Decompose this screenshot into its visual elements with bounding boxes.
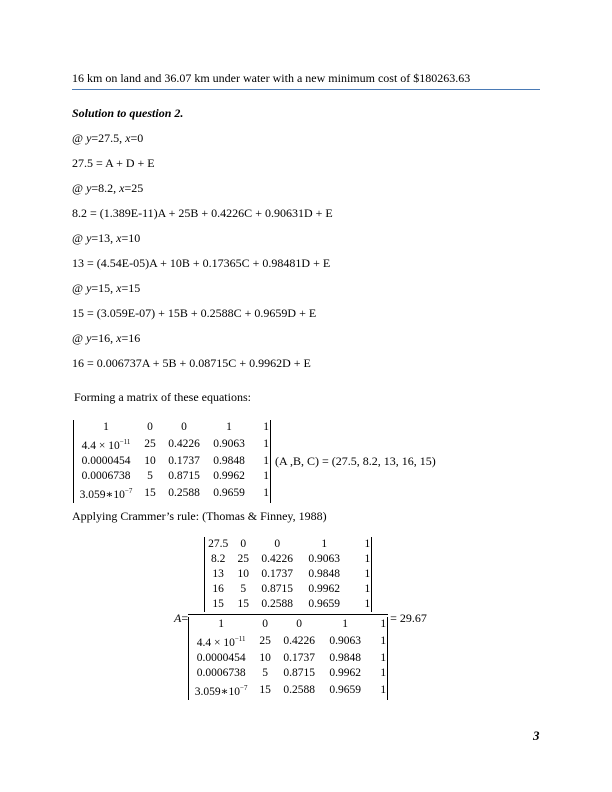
matrix-cell: 0.8715	[283, 667, 315, 679]
matrix-cell: 0.9659	[308, 598, 340, 610]
matrix-cell: 0.9848	[308, 568, 340, 580]
matrix-cell: 15	[259, 684, 271, 696]
matrix-row	[189, 651, 387, 666]
matrix-cell: 1	[226, 421, 232, 433]
matrix-cell: 0.9063	[308, 553, 340, 565]
matrix-row	[205, 582, 371, 597]
matrix-cell: 0.0000454	[81, 455, 131, 467]
matrix-cell: 0.2588	[168, 487, 200, 499]
matrix-cell: 1	[263, 455, 269, 467]
matrix-cell: 0.2588	[283, 684, 315, 696]
equation-line: 8.2 = (1.389E-11)A + 25B + 0.4226C + 0.90631D + E	[72, 206, 333, 220]
cramer-formula	[174, 537, 427, 700]
matrix-cell: 0.9848	[213, 455, 245, 467]
matrix-cell: 1	[103, 421, 109, 433]
result-value: = 29.67	[390, 611, 427, 625]
matrix-cell: 0.4226	[168, 438, 200, 450]
fraction	[188, 537, 388, 700]
matrix-cell: 0	[240, 538, 247, 550]
matrix-cell: 10	[237, 568, 249, 580]
matrix-equation	[73, 420, 436, 503]
denominator-determinant	[188, 617, 388, 700]
matrix-cell: $3.059∗10^{-7}$	[79, 487, 133, 501]
condition-line: @ y=27.5, x=0	[72, 131, 144, 145]
matrix-cell: 0.9962	[213, 470, 245, 482]
matrix-cell: 16	[212, 583, 224, 595]
matrix-cell: 0	[181, 421, 187, 433]
matrix-row	[189, 617, 387, 632]
condition-line: @ y=13, x=10	[72, 231, 141, 245]
matrix-cell: 15	[144, 487, 156, 499]
matrix-cell: 1	[364, 553, 371, 565]
matrix-row	[189, 632, 387, 651]
matrix-cell: 1	[321, 538, 328, 550]
matrix-cell: 1	[380, 618, 387, 630]
matrix-cell: 0	[296, 618, 302, 630]
matrix-cell: 1	[364, 583, 371, 595]
matrix-row	[205, 567, 371, 582]
matrix-row	[189, 681, 387, 700]
equation-line: 13 = (4.54E-05)A + 10B + 0.17365C + 0.98481D + E	[72, 256, 331, 270]
matrix-row	[74, 420, 270, 435]
equation-line: 27.5 = A + D + E	[72, 156, 155, 170]
matrix-cell: 0.9063	[213, 438, 245, 450]
matrix-cell: 25	[237, 553, 249, 565]
matrix-cell: 10	[259, 652, 271, 664]
matrix-cell: $4.4 \times 10^{-11}$	[196, 635, 246, 649]
matrix-cell: 8.2	[210, 553, 226, 565]
matrix-cell: 1	[263, 487, 269, 499]
matrix-cell: 1	[342, 618, 348, 630]
matrix-cell: 25	[144, 438, 156, 450]
matrix-row	[74, 469, 270, 484]
matrix-cell: 0.0000454	[196, 652, 246, 664]
matrix-cell: 0.8715	[261, 583, 293, 595]
matrix-cell: 0.9659	[213, 487, 245, 499]
matrix-cell: 1	[380, 635, 387, 647]
page-number: 3	[533, 728, 540, 743]
matrix-row	[74, 454, 270, 469]
section-heading: Solution to question 2.	[72, 106, 184, 120]
matrix-cell: 1	[380, 684, 387, 696]
matrix-cell: 13	[212, 568, 224, 580]
matrix-cell: $4.4 \times 10^{-11}$	[81, 438, 131, 452]
equation-line: 16 = 0.006737A + 5B + 0.08715C + 0.9962D + E	[72, 356, 311, 370]
matrix-cell: 0.1737	[168, 455, 200, 467]
matrix-cell: 0.2588	[261, 598, 293, 610]
matrix-cell: $3.059∗10^{-7}$	[194, 684, 248, 698]
matrix-row	[205, 597, 371, 612]
header-rule	[72, 89, 540, 90]
coefficient-determinant	[73, 420, 271, 503]
matrix-row	[205, 552, 371, 567]
matrix-cell: 15	[237, 598, 249, 610]
numerator-determinant	[204, 537, 372, 612]
matrix-cell: 0.9962	[329, 667, 361, 679]
matrix-cell: 0	[147, 421, 153, 433]
matrix-cell: 0	[262, 618, 268, 630]
condition-line: @ y=16, x=16	[72, 331, 141, 345]
matrix-cell: 1	[364, 538, 371, 550]
matrix-cell: 0.1737	[261, 568, 293, 580]
matrix-row	[74, 484, 270, 503]
matrix-cell: 5	[147, 470, 153, 482]
equation-line: 15 = (3.059E-07) + 15B + 0.2588C + 0.9659D + E	[72, 306, 317, 320]
matrix-cell: 0	[274, 538, 281, 550]
matrix-cell: 25	[259, 635, 271, 647]
matrix-cell: 1	[380, 667, 387, 679]
matrix-cell: 1	[218, 618, 224, 630]
fraction-bar	[188, 614, 388, 615]
lhs-variable: A=	[174, 611, 189, 625]
matrix-cell: 0.0006738	[81, 470, 131, 482]
matrix-cell: 0.1737	[283, 652, 315, 664]
matrix-cell: 15	[212, 598, 224, 610]
matrix-cell: 10	[144, 455, 156, 467]
matrix-cell: 0.9962	[308, 583, 340, 595]
matrix-cell: 1	[263, 421, 269, 433]
matrix-cell: 27.5	[208, 538, 229, 550]
rhs-text: (A ,B, C) = (27.5, 8.2, 13, 16, 15)	[275, 454, 436, 468]
matrix-cell: 0.9848	[329, 652, 361, 664]
matrix-cell: 5	[240, 583, 247, 595]
matrix-cell: 1	[364, 598, 371, 610]
matrix-cell: 1	[263, 438, 269, 450]
matrix-cell: 1	[380, 652, 387, 664]
intro-line: 16 km on land and 36.07 km under water with a new minimum cost of $180263.63	[72, 71, 471, 85]
matrix-row	[205, 537, 371, 552]
cramer-intro: Applying Crammer’s rule: (Thomas & Finney, 1988)	[72, 509, 327, 523]
matrix-row	[74, 435, 270, 454]
matrix-row	[189, 666, 387, 681]
matrix-cell: 5	[262, 667, 268, 679]
matrix-cell: 0.9063	[329, 635, 361, 647]
matrix-cell: 0.9659	[329, 684, 361, 696]
matrix-intro: Forming a matrix of these equations:	[74, 390, 251, 404]
matrix-cell: 0.0006738	[196, 667, 246, 679]
matrix-cell: 0.4226	[261, 553, 293, 565]
matrix-cell: 1	[263, 470, 269, 482]
matrix-cell: 0.8715	[168, 470, 200, 482]
matrix-cell: 1	[364, 568, 371, 580]
matrix-cell: 0.4226	[283, 635, 315, 647]
condition-line: @ y=15, x=15	[72, 281, 141, 295]
condition-line: @ y=8.2, x=25	[72, 181, 144, 195]
